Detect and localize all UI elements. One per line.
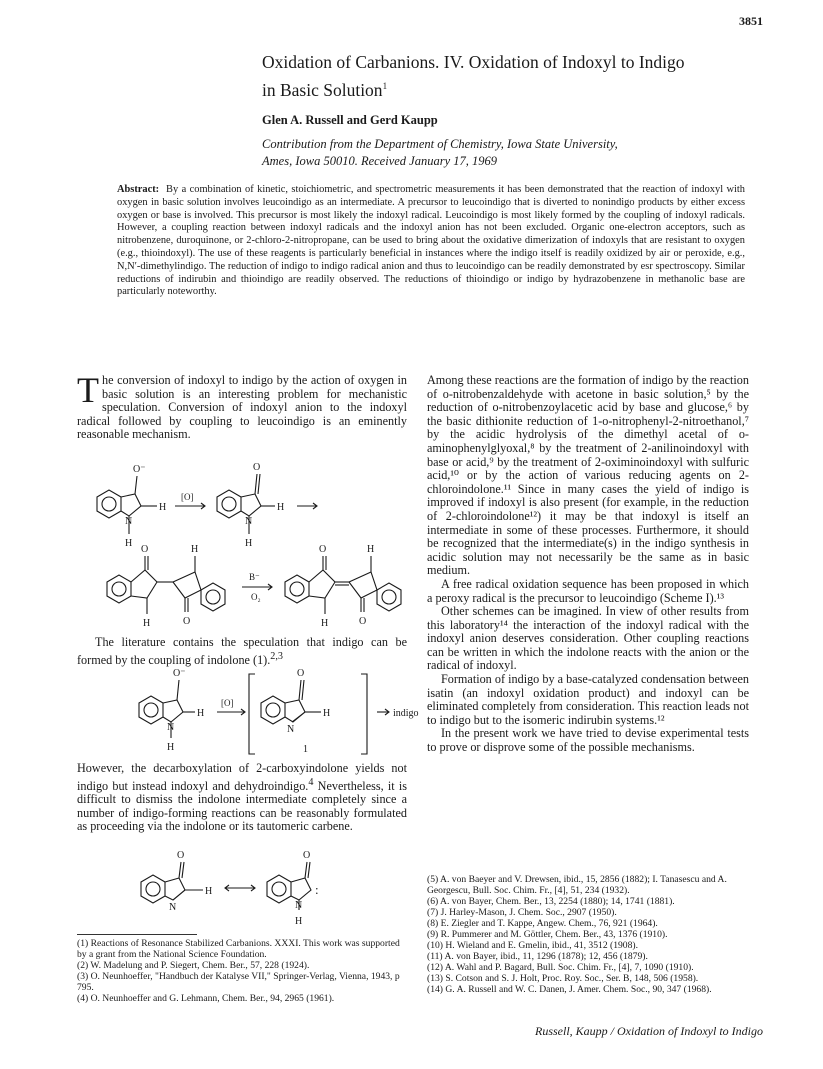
label-h: H [143, 618, 151, 629]
label-h: H [367, 544, 375, 555]
footnote: (4) O. Neunhoeffer and G. Lehmann, Chem. Ber., 94, 2965 (1961). [77, 993, 335, 1004]
benzene-ring-6 [377, 583, 401, 611]
footnote: (3) O. Neunhoeffer, "Handbuch der Katalyse VII," Springer-Verlag, Vienna, 1943, p 795. [77, 971, 400, 993]
benzene-ring-5 [285, 575, 309, 603]
affiliation [262, 136, 722, 170]
left-para-1: he conversion of indoxyl to indigo by the action of oxygen in basic solution is an interesting problem for mechanistic speculation. Conversion of indoxyl anion to the indoxyl radical followed by coupling to leucoindigo is an eminently reasonable mechanism. [77, 373, 407, 442]
label-o-minus: O⁻ [173, 668, 186, 679]
label-carbene: : [315, 882, 319, 897]
label-n: N [287, 724, 295, 735]
label-n: N [295, 900, 303, 911]
abstract-label: Abstract: [117, 184, 160, 195]
label-h: H [323, 708, 331, 719]
reaction-scheme-carbene [77, 852, 407, 928]
benzene-ring-b [261, 696, 285, 724]
label-n: N [125, 516, 133, 527]
label-h: H [277, 502, 285, 513]
label-base: B⁻ [249, 572, 260, 582]
benzene-ring-2 [217, 490, 241, 518]
label-o: O [141, 544, 149, 555]
benzene-ring-c [141, 875, 165, 903]
title-line-1: Oxidation of Carbanions. IV. Oxidation of Indoxyl to Indigo [262, 52, 685, 72]
abstract [117, 184, 745, 299]
label-o-minus: O⁻ [133, 464, 146, 475]
benzene-ring-d [267, 875, 291, 903]
label-h: H [321, 618, 329, 629]
benzene-ring-a [139, 696, 163, 724]
label-oxidant: [O] [221, 698, 234, 708]
label-h: H [205, 886, 213, 897]
label-o: O [183, 616, 191, 627]
running-footer: Russell, Kaupp / Oxidation of Indoxyl to Indigo [535, 1024, 763, 1038]
left-col-intro [77, 370, 407, 442]
left-para-3: However, the decarboxylation of 2-carboxyindolone yields not indigo but instead indoxyl and dehydroindigo.$^4$ Nevertheless, it is difficult to dismiss the indolone intermediate completely since a number of indigo-forming reactions can be reasonably formulated as proceeding via the indolone or its tautomeric carbene. [77, 761, 407, 834]
right-para-3: Other schemes can be imagined. In view of other results from this laboratory¹⁴ the interaction of the indoxyl radical with the indoxyl anion deserves consideration. Other coupling reactions can be written in which the indolone reacts with the anion or the radical of indoxyl. [427, 604, 749, 673]
authors: Glen A. Russell and Gerd Kaupp [262, 113, 438, 127]
label-o: O [303, 850, 311, 861]
label-o: O [177, 850, 185, 861]
footnote: (5) A. von Baeyer and V. Drewsen, ibid., 15, 2856 (1882); I. Tanasescu and A. Georgescu, Bull. Soc. Chim. Fr., [4], 51, 234 (1932). [427, 874, 727, 896]
footnote: (12) A. Wahl and P. Bagard, Bull. Soc. Chim. Fr., [4], 7, 1090 (1910). [427, 962, 694, 973]
right-para-2: A free radical oxidation sequence has been proposed in which a peroxy radical is the precursor to leucoindigo (Scheme I).¹³ [427, 576, 749, 605]
label-indigo: indigo [393, 708, 419, 719]
label-h: H [159, 502, 167, 513]
label-o: O [319, 544, 327, 555]
compound-number: 1 [303, 744, 308, 755]
label-h: H [245, 538, 253, 549]
right-col-body [427, 374, 749, 755]
benzene-ring-4 [201, 583, 225, 611]
page-number: 3851 [739, 14, 763, 28]
footnote: (11) A. von Bayer, ibid., 11, 1296 (1878); 12, 456 (1879). [427, 951, 648, 962]
footnote-rule [77, 934, 197, 935]
label-h: H [295, 916, 303, 927]
right-para-4: Formation of indigo by a base-catalyzed condensation between isatin (an indoxyl oxidation product) and indoxyl can be eliminated completely from consideration. This reaction leads not to indigo but to the isomeric indirubin systems.¹² [427, 672, 749, 727]
footnote: (8) E. Ziegler and T. Kappe, Angew. Chem., 76, 921 (1964). [427, 918, 658, 929]
footnotes-right [427, 874, 749, 995]
label-n: N [245, 516, 253, 527]
label-n: N [167, 722, 175, 733]
footnote: (14) G. A. Russell and W. C. Danen, J. Amer. Chem. Soc., 90, 347 (1968). [427, 984, 712, 995]
label-oxidant: [O] [181, 492, 194, 502]
affiliation-line-1: Contribution from the Department of Chemistry, Iowa State University, [262, 137, 618, 151]
label-h: H [191, 544, 199, 555]
label-oxygen: O₂ [251, 592, 261, 602]
drop-cap: T [77, 370, 99, 410]
left-para-2: The literature contains the speculation that indigo can be formed by the coupling of indolone (1).$^{2,3}$ [77, 635, 407, 667]
title-footnote-marker: 1 [382, 81, 388, 91]
label-h: H [125, 538, 133, 549]
article-title [262, 50, 762, 102]
footnote: (9) R. Pummerer and M. Göttler, Chem. Ber., 43, 1376 (1910). [427, 929, 668, 940]
footnote: (6) A. von Bayer, Chem. Ber., 13, 2254 (1880); 14, 1741 (1881). [427, 896, 675, 907]
footnote: (1) Reactions of Resonance Stabilized Carbanions. XXXI. This work was supported by a grant from the National Science Foundation. [77, 938, 400, 960]
benzene-ring-1 [97, 490, 121, 518]
label-o: O [253, 462, 261, 473]
left-col-para2 [77, 636, 407, 667]
footnotes-left [77, 938, 407, 1004]
right-para-5: In the present work we have tried to devise experimental tests to prove or disprove some of the possible mechanisms. [427, 726, 749, 755]
label-o: O [297, 668, 305, 679]
label-n: N [169, 902, 177, 913]
benzene-ring-3 [107, 575, 131, 603]
footnote: (10) H. Wieland and E. Gmelin, ibid., 41, 3512 (1908). [427, 940, 638, 951]
right-para-1: Among these reactions are the formation of indigo by the reaction of o-nitrobenzaldehyde with acetone in basic solution,⁵ by the reduction of o-nitrobenzoylacetic acid by base and glucose,⁶ by the basic dithionite reduction of 1-o-nitrophenyl-2-nitroethanol,⁷ by the acidic hydrolysis of the dimethyl acetal of o-aminophenylglyoxal,⁸ by the treatment of 2-anilinoindoxyl with base or acid,⁹ by the treatment of 2-oximinoindoxyl with sulfuric acid,¹⁰ or by the action of various reducing agents on 2-chloroindolone.¹¹ Since in many cases the yield of indigo is improved if indoxyl is also present (for example, in the reduction of 2-chloroindolone¹²) it may be that indoxyl is itself an intermediate in some of these processes. Furthermore, it should be recognized that the intermediate(s) in the indigo synthesis in acidic solution may not necessarily be the same as in basic medium. [427, 373, 749, 578]
left-col-para3 [77, 762, 407, 834]
abstract-text: By a combination of kinetic, stoichiometric, and spectrometric measurements it has been demonstrated that the reaction of indoxyl with oxygen in basic solution involves leucoindigo as an intermediate. A precursor to leucoindigo that is diverted to nonindigo products by either excess oxygen or base is involved. This precursor is most likely the indoxyl radical. Leucoindigo is most likely formed by the coupling of indoxyl radicals. However, a coupling reaction between indoxyl radicals and the indoxyl anion has not been excluded. Organic one-electron acceptors, such as nitrobenzene, duroquinone, or 2-chloro-2-nitropropane, can be used to bring about the oxidative dimerization of indoxyls that are resistant to oxygen (e.g., thioindoxyl). The use of these reagents is particularly beneficial in instances where the indigo itself is readily oxidized by air or peroxide, e.g., N,N′-dimethylindigo. The reduction of indigo to indigo radical anion and thus to leucoindigo can be readily demonstrated by esr spectroscopy. Similar reductions of indirubin and thioindigo are readily observed. The reductions of thioindigo or indigo by hydrazobenzene in methanolic base are particularly noteworthy. [117, 184, 745, 298]
label-o: O [359, 616, 367, 627]
label-h: H [167, 742, 175, 753]
label-h: H [197, 708, 205, 719]
footnote: (2) W. Madelung and P. Siegert, Chem. Ber., 57, 228 (1924). [77, 960, 310, 971]
footnote: (13) S. Cotson and S. J. Holt, Proc. Roy. Soc., Ser. B, 148, 506 (1958). [427, 973, 699, 984]
reaction-scheme-indolone [77, 668, 419, 764]
title-line-2: in Basic Solution [262, 79, 383, 100]
affiliation-line-2: Ames, Iowa 50010. Received January 17, 1969 [262, 154, 498, 168]
reaction-scheme-leucoindigo [77, 452, 407, 630]
footnote: (7) J. Harley-Mason, J. Chem. Soc., 2907 (1950). [427, 907, 617, 918]
